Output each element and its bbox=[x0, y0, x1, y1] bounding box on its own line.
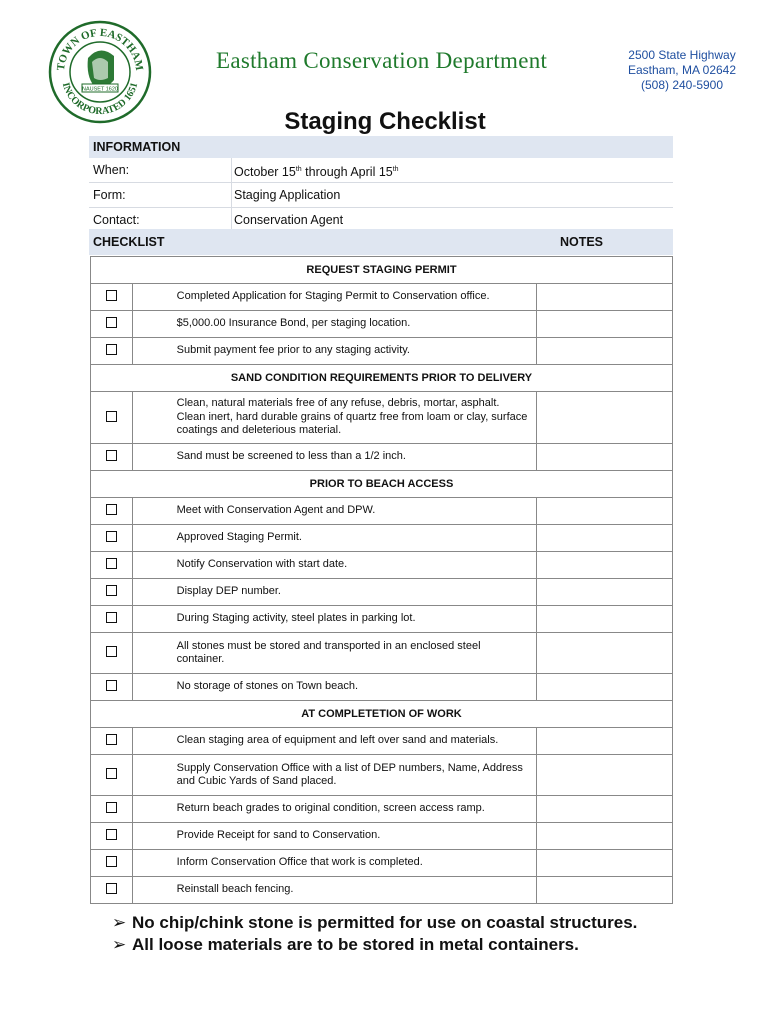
checklist-item-text: Sand must be screened to less than a 1/2 inch. bbox=[132, 444, 537, 471]
department-address bbox=[612, 48, 752, 93]
address-city: Eastham, MA 02642 bbox=[627, 63, 737, 77]
checkbox[interactable] bbox=[106, 504, 117, 515]
checkbox-cell bbox=[91, 755, 133, 796]
checklist-item-row bbox=[91, 877, 673, 904]
department-name: Eastham Conservation Department bbox=[216, 48, 548, 73]
arrow-bullet-icon: ➢ bbox=[112, 935, 127, 954]
page-title: Staging Checklist bbox=[284, 108, 486, 135]
notes-cell[interactable] bbox=[537, 728, 673, 755]
checklist-item-row bbox=[91, 579, 673, 606]
checkbox-cell bbox=[91, 552, 133, 579]
checkbox-cell bbox=[91, 392, 133, 444]
checkbox[interactable] bbox=[106, 585, 117, 596]
checklist-item-row bbox=[91, 850, 673, 877]
checkbox-cell bbox=[91, 850, 133, 877]
checklist-item-row bbox=[91, 392, 673, 444]
checkbox-cell bbox=[91, 877, 133, 904]
section-title: PRIOR TO BEACH ACCESS bbox=[91, 471, 673, 498]
checkbox[interactable] bbox=[106, 317, 117, 328]
address-phone: (508) 240-5900 bbox=[640, 78, 724, 92]
notes-cell[interactable] bbox=[537, 633, 673, 674]
info-value: Conservation Agent bbox=[231, 208, 673, 232]
checklist-item-text: Display DEP number. bbox=[132, 579, 537, 606]
checklist-item-text: During Staging activity, steel plates in parking lot. bbox=[132, 606, 537, 633]
checkbox[interactable] bbox=[106, 290, 117, 301]
checklist-item-row bbox=[91, 728, 673, 755]
checklist-heading: CHECKLIST bbox=[93, 235, 165, 249]
checklist-item-text: No storage of stones on Town beach. bbox=[132, 674, 537, 701]
checkbox-cell bbox=[91, 284, 133, 311]
notes-heading: NOTES bbox=[559, 235, 603, 249]
checklist-item-row bbox=[91, 633, 673, 674]
bullet-notes bbox=[112, 912, 637, 956]
checklist-item-row bbox=[91, 284, 673, 311]
bullet-item: ➢ No chip/chink stone is permitted for use on coastal structures. bbox=[112, 913, 638, 932]
checklist-item-row bbox=[91, 444, 673, 471]
checklist-item-text: Notify Conservation with start date. bbox=[132, 552, 537, 579]
notes-cell[interactable] bbox=[537, 877, 673, 904]
notes-cell[interactable] bbox=[537, 796, 673, 823]
notes-cell[interactable] bbox=[537, 392, 673, 444]
svg-text:INCORPORATED 1651: INCORPORATED 1651 bbox=[59, 81, 141, 118]
checkbox[interactable] bbox=[106, 883, 117, 894]
checkbox[interactable] bbox=[106, 856, 117, 867]
section-title: SAND CONDITION REQUIREMENTS PRIOR TO DELIVERY bbox=[91, 365, 673, 392]
notes-cell[interactable] bbox=[537, 674, 673, 701]
section-header-row bbox=[91, 701, 673, 728]
checklist-item-row bbox=[91, 552, 673, 579]
checklist-item-row bbox=[91, 498, 673, 525]
svg-text:NAUSET 1620: NAUSET 1620 bbox=[82, 86, 118, 93]
arrow-bullet-icon: ➢ bbox=[112, 913, 127, 932]
checklist-item-row bbox=[91, 674, 673, 701]
checkbox[interactable] bbox=[106, 612, 117, 623]
checkbox[interactable] bbox=[106, 680, 117, 691]
notes-cell[interactable] bbox=[537, 311, 673, 338]
checkbox[interactable] bbox=[106, 829, 117, 840]
checkbox-cell bbox=[91, 674, 133, 701]
checklist-item-row bbox=[91, 823, 673, 850]
checklist-item-text: Completed Application for Staging Permit to Conservation office. bbox=[132, 284, 537, 311]
checkbox[interactable] bbox=[106, 768, 117, 779]
info-label: When: bbox=[93, 163, 130, 177]
checkbox[interactable] bbox=[106, 734, 117, 745]
checklist-item-text: Reinstall beach fencing. bbox=[132, 877, 537, 904]
checkbox[interactable] bbox=[106, 450, 117, 461]
section-title: REQUEST STAGING PERMIT bbox=[91, 257, 673, 284]
bullet-item: ➢ All loose materials are to be stored in metal containers. bbox=[112, 935, 579, 954]
checklist-item-row bbox=[91, 755, 673, 796]
checkbox-cell bbox=[91, 633, 133, 674]
checklist-item-text: Clean, natural materials free of any refuse, debris, mortar, asphalt. Clean inert, hard durable grains of quartz free from loam or clay, surface coatings and deleterious material. bbox=[132, 392, 537, 444]
section-title: AT COMPLETETION OF WORK bbox=[91, 701, 673, 728]
notes-cell[interactable] bbox=[537, 755, 673, 796]
notes-cell[interactable] bbox=[537, 525, 673, 552]
section-header-row bbox=[91, 365, 673, 392]
checklist-item-text: Submit payment fee prior to any staging activity. bbox=[132, 338, 537, 365]
checkbox-cell bbox=[91, 796, 133, 823]
checklist-item-row bbox=[91, 796, 673, 823]
checklist-item-text: Approved Staging Permit. bbox=[132, 525, 537, 552]
svg-text:TOWN OF EASTHAM: TOWN OF EASTHAM bbox=[54, 26, 146, 72]
checkbox[interactable] bbox=[106, 344, 117, 355]
checklist-heading-bar bbox=[89, 229, 673, 255]
checkbox[interactable] bbox=[106, 411, 117, 422]
checklist-item-text: Supply Conservation Office with a list of DEP numbers, Name, Address and Cubic Yards of Sand placed. bbox=[132, 755, 537, 796]
address-street: 2500 State Highway bbox=[628, 48, 736, 62]
notes-cell[interactable] bbox=[537, 850, 673, 877]
notes-cell[interactable] bbox=[537, 579, 673, 606]
checklist-item-row bbox=[91, 606, 673, 633]
checklist-item-text: Provide Receipt for sand to Conservation. bbox=[132, 823, 537, 850]
notes-cell[interactable] bbox=[537, 552, 673, 579]
checkbox-cell bbox=[91, 311, 133, 338]
checklist-item-row bbox=[91, 525, 673, 552]
notes-cell[interactable] bbox=[537, 823, 673, 850]
checkbox-cell bbox=[91, 579, 133, 606]
notes-cell[interactable] bbox=[537, 606, 673, 633]
checkbox-cell bbox=[91, 606, 133, 633]
info-label: Form: bbox=[93, 188, 126, 202]
checkbox-cell bbox=[91, 338, 133, 365]
checkbox[interactable] bbox=[106, 646, 117, 657]
info-value: Staging Application bbox=[231, 183, 673, 207]
checkbox-cell bbox=[91, 444, 133, 471]
information-heading: INFORMATION bbox=[89, 136, 673, 158]
notes-cell[interactable] bbox=[537, 338, 673, 365]
checkbox-cell bbox=[91, 498, 133, 525]
section-header-row bbox=[91, 471, 673, 498]
checklist-item-text: Meet with Conservation Agent and DPW. bbox=[132, 498, 537, 525]
info-row-when bbox=[89, 158, 673, 183]
checklist-item-text: $5,000.00 Insurance Bond, per staging location. bbox=[132, 311, 537, 338]
info-row-form bbox=[89, 183, 673, 208]
info-label: Contact: bbox=[93, 213, 140, 227]
checklist-item-row bbox=[91, 311, 673, 338]
checkbox-cell bbox=[91, 823, 133, 850]
checklist-item-text: Return beach grades to original condition, screen access ramp. bbox=[132, 796, 537, 823]
checkbox[interactable] bbox=[106, 802, 117, 813]
checkbox[interactable] bbox=[106, 531, 117, 542]
notes-cell[interactable] bbox=[537, 284, 673, 311]
checklist-table bbox=[90, 256, 673, 904]
checklist-item-text: Clean staging area of equipment and left over sand and materials. bbox=[132, 728, 537, 755]
notes-cell[interactable] bbox=[537, 444, 673, 471]
checklist-item-row bbox=[91, 338, 673, 365]
checkbox-cell bbox=[91, 525, 133, 552]
checklist-item-text: All stones must be stored and transported in an enclosed steel container. bbox=[132, 633, 537, 674]
notes-cell[interactable] bbox=[537, 498, 673, 525]
checkbox-cell bbox=[91, 728, 133, 755]
checkbox[interactable] bbox=[106, 558, 117, 569]
checklist-item-text: Inform Conservation Office that work is completed. bbox=[132, 850, 537, 877]
section-header-row bbox=[91, 257, 673, 284]
info-value: October 15th through April 15th bbox=[231, 158, 673, 182]
information-table bbox=[89, 136, 673, 233]
